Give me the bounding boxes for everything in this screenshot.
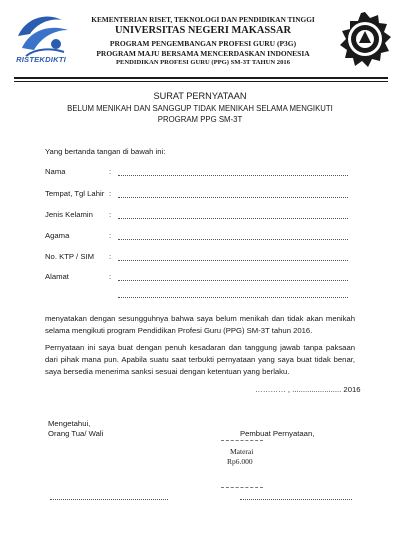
field-line-religion[interactable] <box>118 239 348 240</box>
field-line-address-1[interactable] <box>118 280 348 281</box>
parent-guardian-label: Orang Tua/ Wali <box>48 429 104 438</box>
statement-paragraph-1: menyatakan dengan sesungguhnya bahwa saya belum menikah dan tidak akan menikah selama mengikuti program Pendidikan Profesi Guru (PPG) SM-3T tahun 2016. <box>45 314 355 335</box>
field-line-id-number[interactable] <box>118 260 348 261</box>
place-date-line: ………… , ....................... 2016 <box>255 385 361 394</box>
ministry-name: KEMENTERIAN RISET, TEKNOLOGI DAN PENDIDIKAN TINGGI <box>91 15 315 24</box>
field-line-birth[interactable] <box>118 197 348 198</box>
unm-seal-icon <box>337 10 393 72</box>
field-label-id-number: No. KTP / SIM <box>45 252 94 261</box>
field-line-address-2[interactable] <box>118 297 348 298</box>
letterhead-rule-thin <box>14 81 388 82</box>
letterhead-rule-thick <box>14 77 388 79</box>
field-label-birth: Tempat, Tgl Lahir <box>45 189 105 198</box>
ristekdikti-logo-text: RISTEKDIKTI <box>16 55 66 64</box>
field-colon: : <box>109 189 112 198</box>
intro-text: Yang bertanda tangan di bawah ini: <box>45 147 166 156</box>
field-label-religion: Agama <box>45 231 70 240</box>
field-label-name: Nama <box>45 167 66 176</box>
field-line-gender[interactable] <box>118 218 348 219</box>
field-line-name[interactable] <box>118 175 348 176</box>
parent-signature-line[interactable] <box>50 499 168 500</box>
document-subtitle-line-1: BELUM MENIKAH DAN SANGGUP TIDAK MENIKAH SELAMA MENGIKUTI <box>67 104 333 113</box>
program-line-2: PROGRAM MAJU BERSAMA MENCERDASKAN INDONESIA <box>96 49 310 58</box>
document-title: SURAT PERNYATAAN <box>153 91 247 101</box>
stamp-duty-amount: Rp6.000 <box>227 457 253 466</box>
declarant-signature-line[interactable] <box>240 499 352 500</box>
field-colon: : <box>109 231 112 240</box>
document-subtitle-line-2: PROGRAM PPG SM-3T <box>157 115 243 124</box>
field-label-address: Alamat <box>45 272 69 281</box>
field-colon: : <box>109 272 112 281</box>
stamp-duty-label: Materai <box>230 447 254 456</box>
field-colon: : <box>109 252 112 261</box>
declarant-label: Pembuat Pernyataan, <box>240 429 315 438</box>
field-colon: : <box>109 167 112 176</box>
acknowledged-label: Mengetahui, <box>48 419 91 428</box>
university-name: UNIVERSITAS NEGERI MAKASSAR <box>115 25 291 36</box>
stamp-area-top-dash <box>221 440 263 441</box>
field-label-gender: Jenis Kelamin <box>45 210 93 219</box>
stamp-area-bottom-dash <box>221 487 263 488</box>
program-line-3: PENDIDIKAN PROFESI GURU (PPG) SM-3T TAHUN 2016 <box>115 59 290 66</box>
statement-paragraph-2: Pernyataan ini saya buat dengan penuh kesadaran dan tanggung jawab tanpa paksaan dari pihak mana pun. Apabila suatu saat terbukti pernyataan yang saya buat tidak benar, saya bersedia menerima sanksi sesuai dengan ketentuan yang berlaku. <box>45 343 355 376</box>
program-line-1: PROGRAM PENGEMBANGAN PROFESI GURU (P3G) <box>109 39 297 48</box>
field-colon: : <box>109 210 112 219</box>
